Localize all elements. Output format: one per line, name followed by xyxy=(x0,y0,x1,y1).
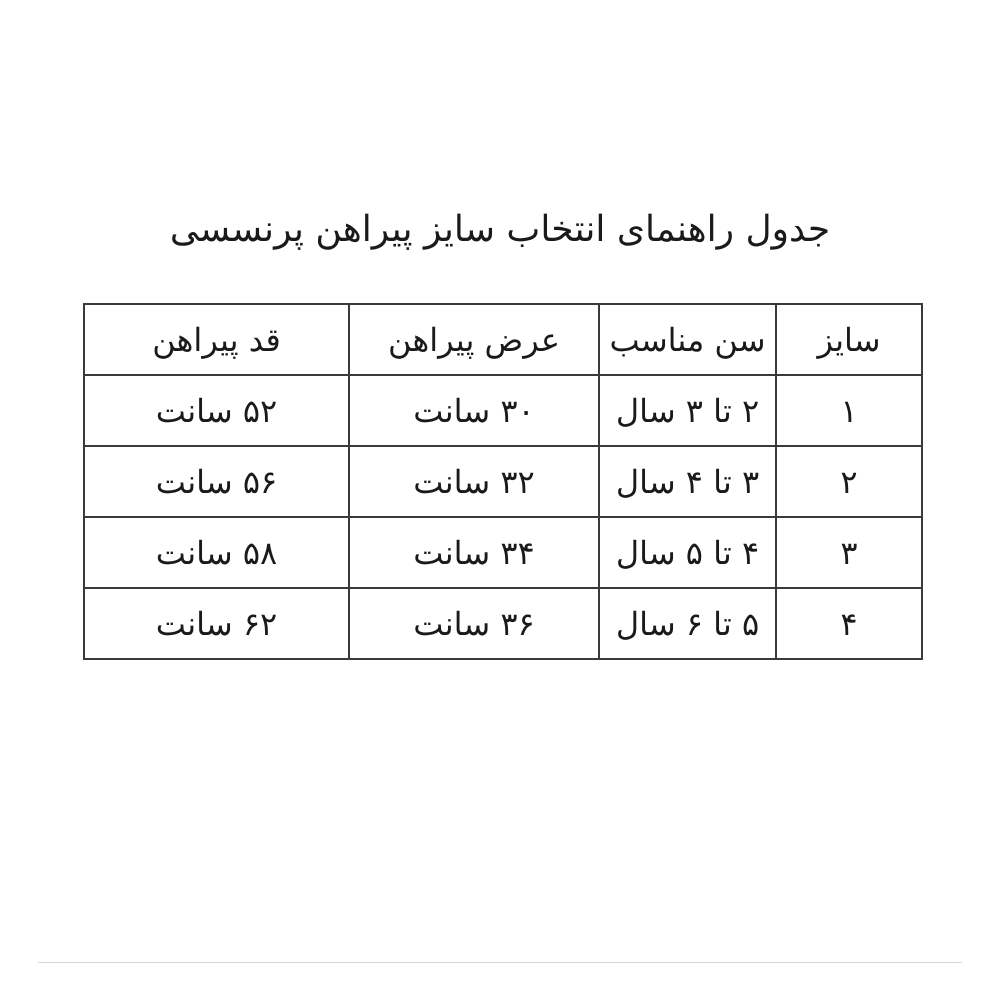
cell-age: ۲ تا ۳ سال xyxy=(599,375,776,446)
header-age: سن مناسب xyxy=(599,304,776,375)
table-row xyxy=(84,588,922,659)
size-guide-table xyxy=(83,303,923,660)
cell-age: ۴ تا ۵ سال xyxy=(599,517,776,588)
cell-width: ۳۲ سانت xyxy=(349,446,599,517)
cell-length: ۵۸ سانت xyxy=(84,517,349,588)
cell-width: ۳۰ سانت xyxy=(349,375,599,446)
table-row xyxy=(84,517,922,588)
header-size: سایز xyxy=(776,304,922,375)
cell-size: ۱ xyxy=(776,375,922,446)
cell-size: ۳ xyxy=(776,517,922,588)
cell-age: ۳ تا ۴ سال xyxy=(599,446,776,517)
table-row xyxy=(84,446,922,517)
cell-size: ۴ xyxy=(776,588,922,659)
footer-divider xyxy=(38,962,962,963)
header-length: قد پیراهن xyxy=(84,304,349,375)
cell-length: ۵۶ سانت xyxy=(84,446,349,517)
table-header-row xyxy=(84,304,922,375)
cell-age: ۵ تا ۶ سال xyxy=(599,588,776,659)
table-row xyxy=(84,375,922,446)
cell-length: ۶۲ سانت xyxy=(84,588,349,659)
cell-size: ۲ xyxy=(776,446,922,517)
cell-width: ۳۶ سانت xyxy=(349,588,599,659)
cell-width: ۳۴ سانت xyxy=(349,517,599,588)
header-width: عرض پیراهن xyxy=(349,304,599,375)
cell-length: ۵۲ سانت xyxy=(84,375,349,446)
page-title: جدول راهنمای انتخاب سایز پیراهن پرنسسی xyxy=(169,209,831,250)
